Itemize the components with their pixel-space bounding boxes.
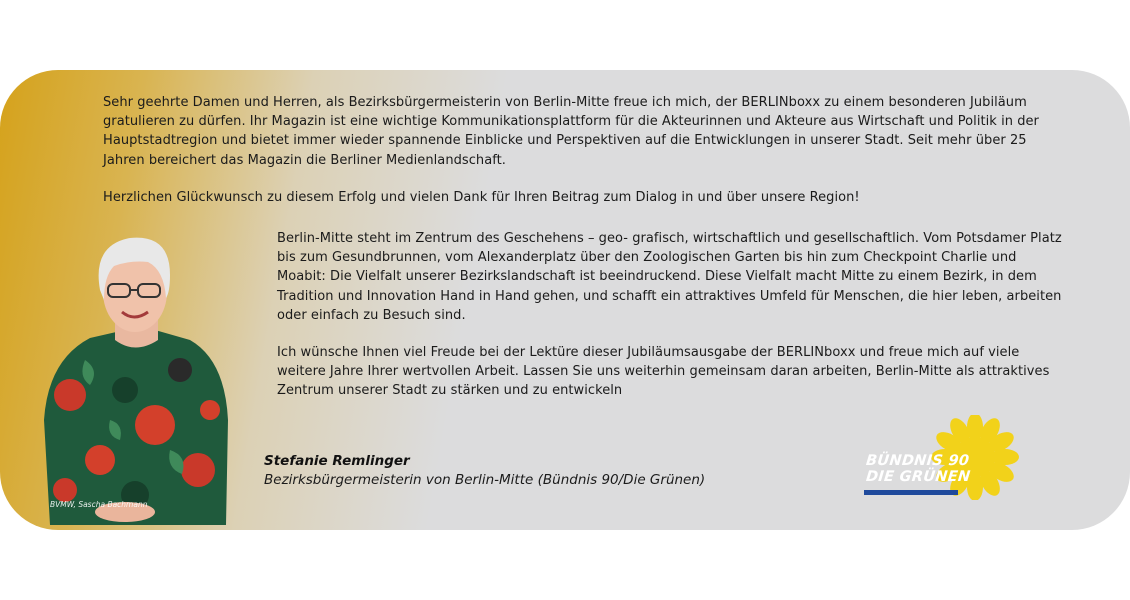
paragraph-congratulations: Herzlichen Glückwunsch zu diesem Erfolg und vielen Dank für Ihren Beitrag zum Dialog in und über unsere Region!	[103, 190, 860, 205]
logo-line-1: BÜNDNIS 90	[865, 453, 971, 469]
photo-credit: BVMW, Sascha Bachmann	[50, 500, 148, 509]
paragraph-district: Berlin-Mitte steht im Zentrum des Geschehens – geo- grafisch, wirtschaftlich und gesellschaftlich. Vom Potsdamer Platz bis zum Gesundbrunnen, vom Alexanderplatz über den Zoologischen Garten bis hin zum Checkpoint Charlie und Moabit: Die Vielfalt unserer Bezirkslandschaft ist beeindruckend. Diese Vielfalt macht Mitte zu einem Bezirk, in dem Tradition und Innovation Hand in Hand gehen, und schafft ein attraktives Umfeld für Menschen, die hier leben, arbeiten oder einfach zu Besuch sind.	[277, 231, 1062, 323]
logo-underline	[864, 490, 958, 495]
portrait-photo	[30, 220, 235, 525]
logo-line-2: DIE GRÜNEN	[865, 469, 972, 485]
signature-name: Stefanie Remlinger	[264, 453, 410, 469]
signature-title: Bezirksbürgermeisterin von Berlin-Mitte (Bündnis 90/Die Grünen)	[264, 472, 706, 488]
paragraph-wishes: Ich wünsche Ihnen viel Freude bei der Lektüre dieser Jubiläumsausgabe der BERLINboxx und freue mich auf viele weitere Jahre Ihrer wertvollen Arbeit. Lassen Sie uns weiterhin gemeinsam daran arbeiten, Berlin-Mitte als attraktives Zentrum unserer Stadt zu stärken und zu entwickeln	[277, 345, 1050, 399]
greeting-card	[0, 70, 1130, 530]
paragraph-intro: Sehr geehrte Damen und Herren, als Bezirksbürgermeisterin von Berlin-Mitte freue ich mich, der BERLINboxx zu einem besonderen Jubiläum gratulieren zu dürfen. Ihr Magazin ist eine wichtige Kommunikationsplattform für die Akteurinnen und Akteure aus Wirtschaft und Politik in der Hauptstadtregion und bietet immer wieder spannende Einblicke und Perspektiven auf die Entwicklungen in unserer Stadt. Seit mehr über 25 Jahren bereichert das Magazin die Berliner Medienlandschaft.	[103, 95, 1039, 168]
